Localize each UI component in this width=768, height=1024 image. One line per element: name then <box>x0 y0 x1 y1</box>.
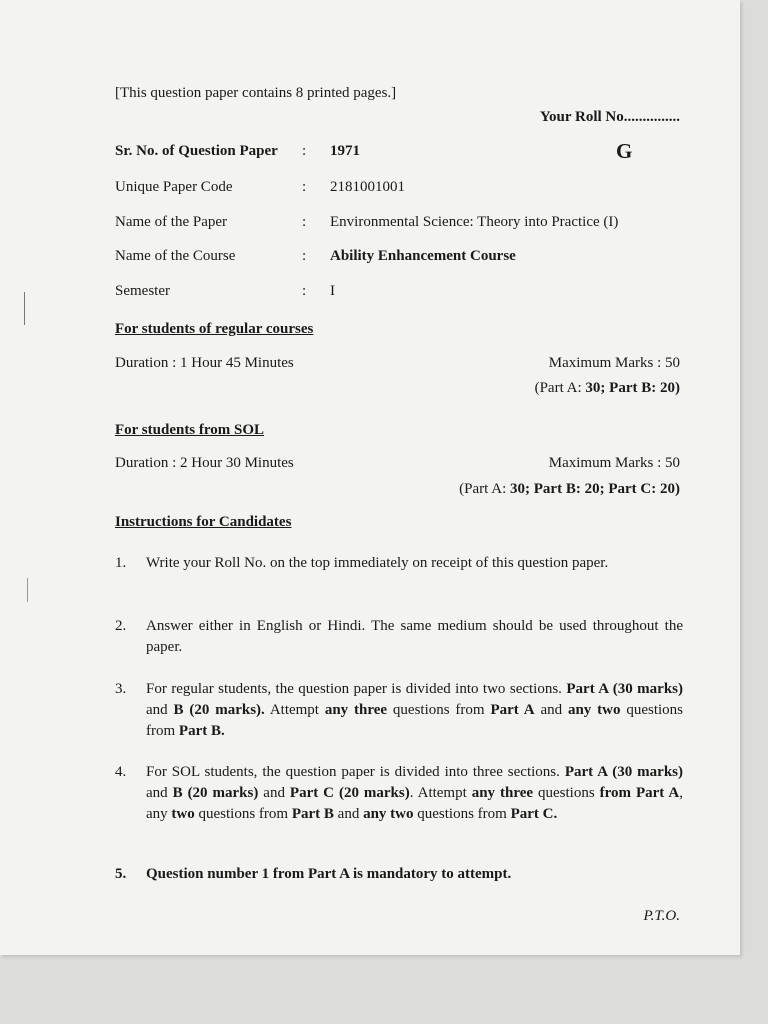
instruction-text-segment: Part C. <box>510 806 558 822</box>
meta-label: Unique Paper Code <box>115 179 233 195</box>
instruction-text-segment: B (20 marks). <box>173 702 265 718</box>
sol-duration: Duration : 2 Hour 30 Minutes <box>115 455 294 471</box>
meta-colon: : <box>302 283 307 299</box>
instruction-text-segment: and <box>146 785 173 801</box>
regular-duration: Duration : 1 Hour 45 Minutes <box>115 355 294 371</box>
regular-max-marks: Maximum Marks : 50 <box>548 355 680 371</box>
instruction-text-segment: and <box>258 785 290 801</box>
instruction-item <box>115 762 683 825</box>
instruction-text-segment: Question number 1 from Part A is mandatory to attempt. <box>146 866 512 882</box>
sol-heading: For students from SOL <box>115 422 265 438</box>
meta-value: I <box>330 283 335 299</box>
instruction-text-segment: any two <box>567 702 621 718</box>
margin-mark <box>27 578 28 602</box>
meta-value: Environmental Science: Theory into Practice (I) <box>330 214 619 230</box>
instruction-text-segment: questions from <box>194 806 292 822</box>
sol-max-marks: Maximum Marks : 50 <box>548 455 680 471</box>
instruction-item <box>115 679 683 742</box>
instruction-text-segment: questions from <box>413 806 511 822</box>
instruction-text-segment: , any <box>146 785 683 822</box>
instruction-text-segment: Answer either in English or Hindi. The same medium should be used throughout the paper. <box>146 618 683 655</box>
meta-value: Ability Enhancement Course <box>330 248 516 264</box>
instruction-text <box>146 762 683 825</box>
meta-value: 2181001001 <box>330 179 405 195</box>
instruction-text-segment: and <box>146 702 174 718</box>
instruction-text-segment: Part C (20 marks) <box>289 785 410 801</box>
instruction-item <box>115 864 683 885</box>
instruction-item <box>115 616 683 658</box>
instruction-number: 1. <box>115 555 127 571</box>
separator: ; <box>599 481 609 497</box>
pto-marker: P.T.O. <box>643 908 680 924</box>
meta-colon: : <box>302 143 307 159</box>
meta-colon: : <box>302 248 307 264</box>
part-c-marks: 20 <box>660 481 675 497</box>
meta-value: 1971 <box>330 143 360 159</box>
instruction-text-segment: B (20 marks) <box>172 785 259 801</box>
instruction-number: 5. <box>115 866 127 882</box>
instruction-text-segment: any two <box>363 806 414 822</box>
meta-label: Sr. No. of Question Paper <box>115 143 278 159</box>
instruction-text-segment: Part A <box>490 702 535 718</box>
instruction-text-segment: Write your Roll No. on the top immediately on receipt of this question paper. <box>146 555 609 571</box>
meta-colon: : <box>302 214 307 230</box>
meta-label: Name of the Paper <box>115 214 228 230</box>
meta-label: Semester <box>115 283 170 299</box>
instruction-text-segment: Attempt <box>264 702 325 718</box>
instruction-text-segment: Part A (30 marks) <box>564 764 683 780</box>
instructions-heading: Instructions for Candidates <box>115 514 292 530</box>
instruction-text-segment: and <box>333 806 364 822</box>
instruction-text-segment: Part B. <box>178 723 225 739</box>
instruction-item <box>115 553 683 574</box>
instruction-text-segment: Part A (30 marks) <box>566 681 683 697</box>
instruction-text-segment: and <box>534 702 568 718</box>
separator: ; <box>600 380 610 396</box>
set-code: G <box>616 139 633 163</box>
instruction-text <box>146 616 683 658</box>
instruction-text <box>146 864 683 885</box>
sol-parts <box>459 481 680 498</box>
margin-mark <box>24 292 25 325</box>
instruction-number: 4. <box>115 764 127 780</box>
part-b-marks: 20 <box>584 481 600 497</box>
instruction-text-segment: For regular students, the question paper is divided into two sections. <box>146 681 567 697</box>
meta-colon: : <box>302 179 307 195</box>
parts-text: ) <box>675 481 680 497</box>
part-b-label: Part B: <box>609 380 660 396</box>
parts-text: (Part A: <box>459 481 511 497</box>
regular-heading: For students of regular courses <box>115 321 314 337</box>
part-a-marks: 30 <box>510 481 526 497</box>
instruction-text-segment: Part B <box>291 806 334 822</box>
instruction-text <box>146 553 683 574</box>
separator: ; <box>525 481 534 497</box>
instruction-text-segment: from Part A <box>599 785 680 801</box>
meta-label: Name of the Course <box>115 248 236 264</box>
instruction-text-segment: any three <box>324 702 388 718</box>
instruction-number: 3. <box>115 681 127 697</box>
instruction-text-segment: questions <box>533 785 600 801</box>
part-b-marks: 20 <box>660 380 675 396</box>
parts-text: (Part A: <box>534 380 586 396</box>
pages-note: [This question paper contains 8 printed pages.] <box>115 85 397 101</box>
instruction-text-segment: . Attempt <box>409 785 472 801</box>
instruction-text <box>146 679 683 742</box>
part-a-marks: 30 <box>585 380 601 396</box>
instruction-text-segment: two <box>171 806 195 822</box>
regular-parts <box>535 380 680 397</box>
instruction-text-segment: any three <box>471 785 534 801</box>
instruction-number: 2. <box>115 618 127 634</box>
instruction-text-segment: questions from <box>387 702 491 718</box>
instruction-text-segment: For SOL students, the question paper is divided into three sections. <box>146 764 565 780</box>
parts-text: ) <box>675 380 680 396</box>
part-b-label: Part B: <box>533 481 585 497</box>
roll-number-field: Your Roll No............... <box>539 109 680 125</box>
instruction-text-segment: questions from <box>146 702 684 739</box>
part-c-label: Part C: <box>608 481 660 497</box>
